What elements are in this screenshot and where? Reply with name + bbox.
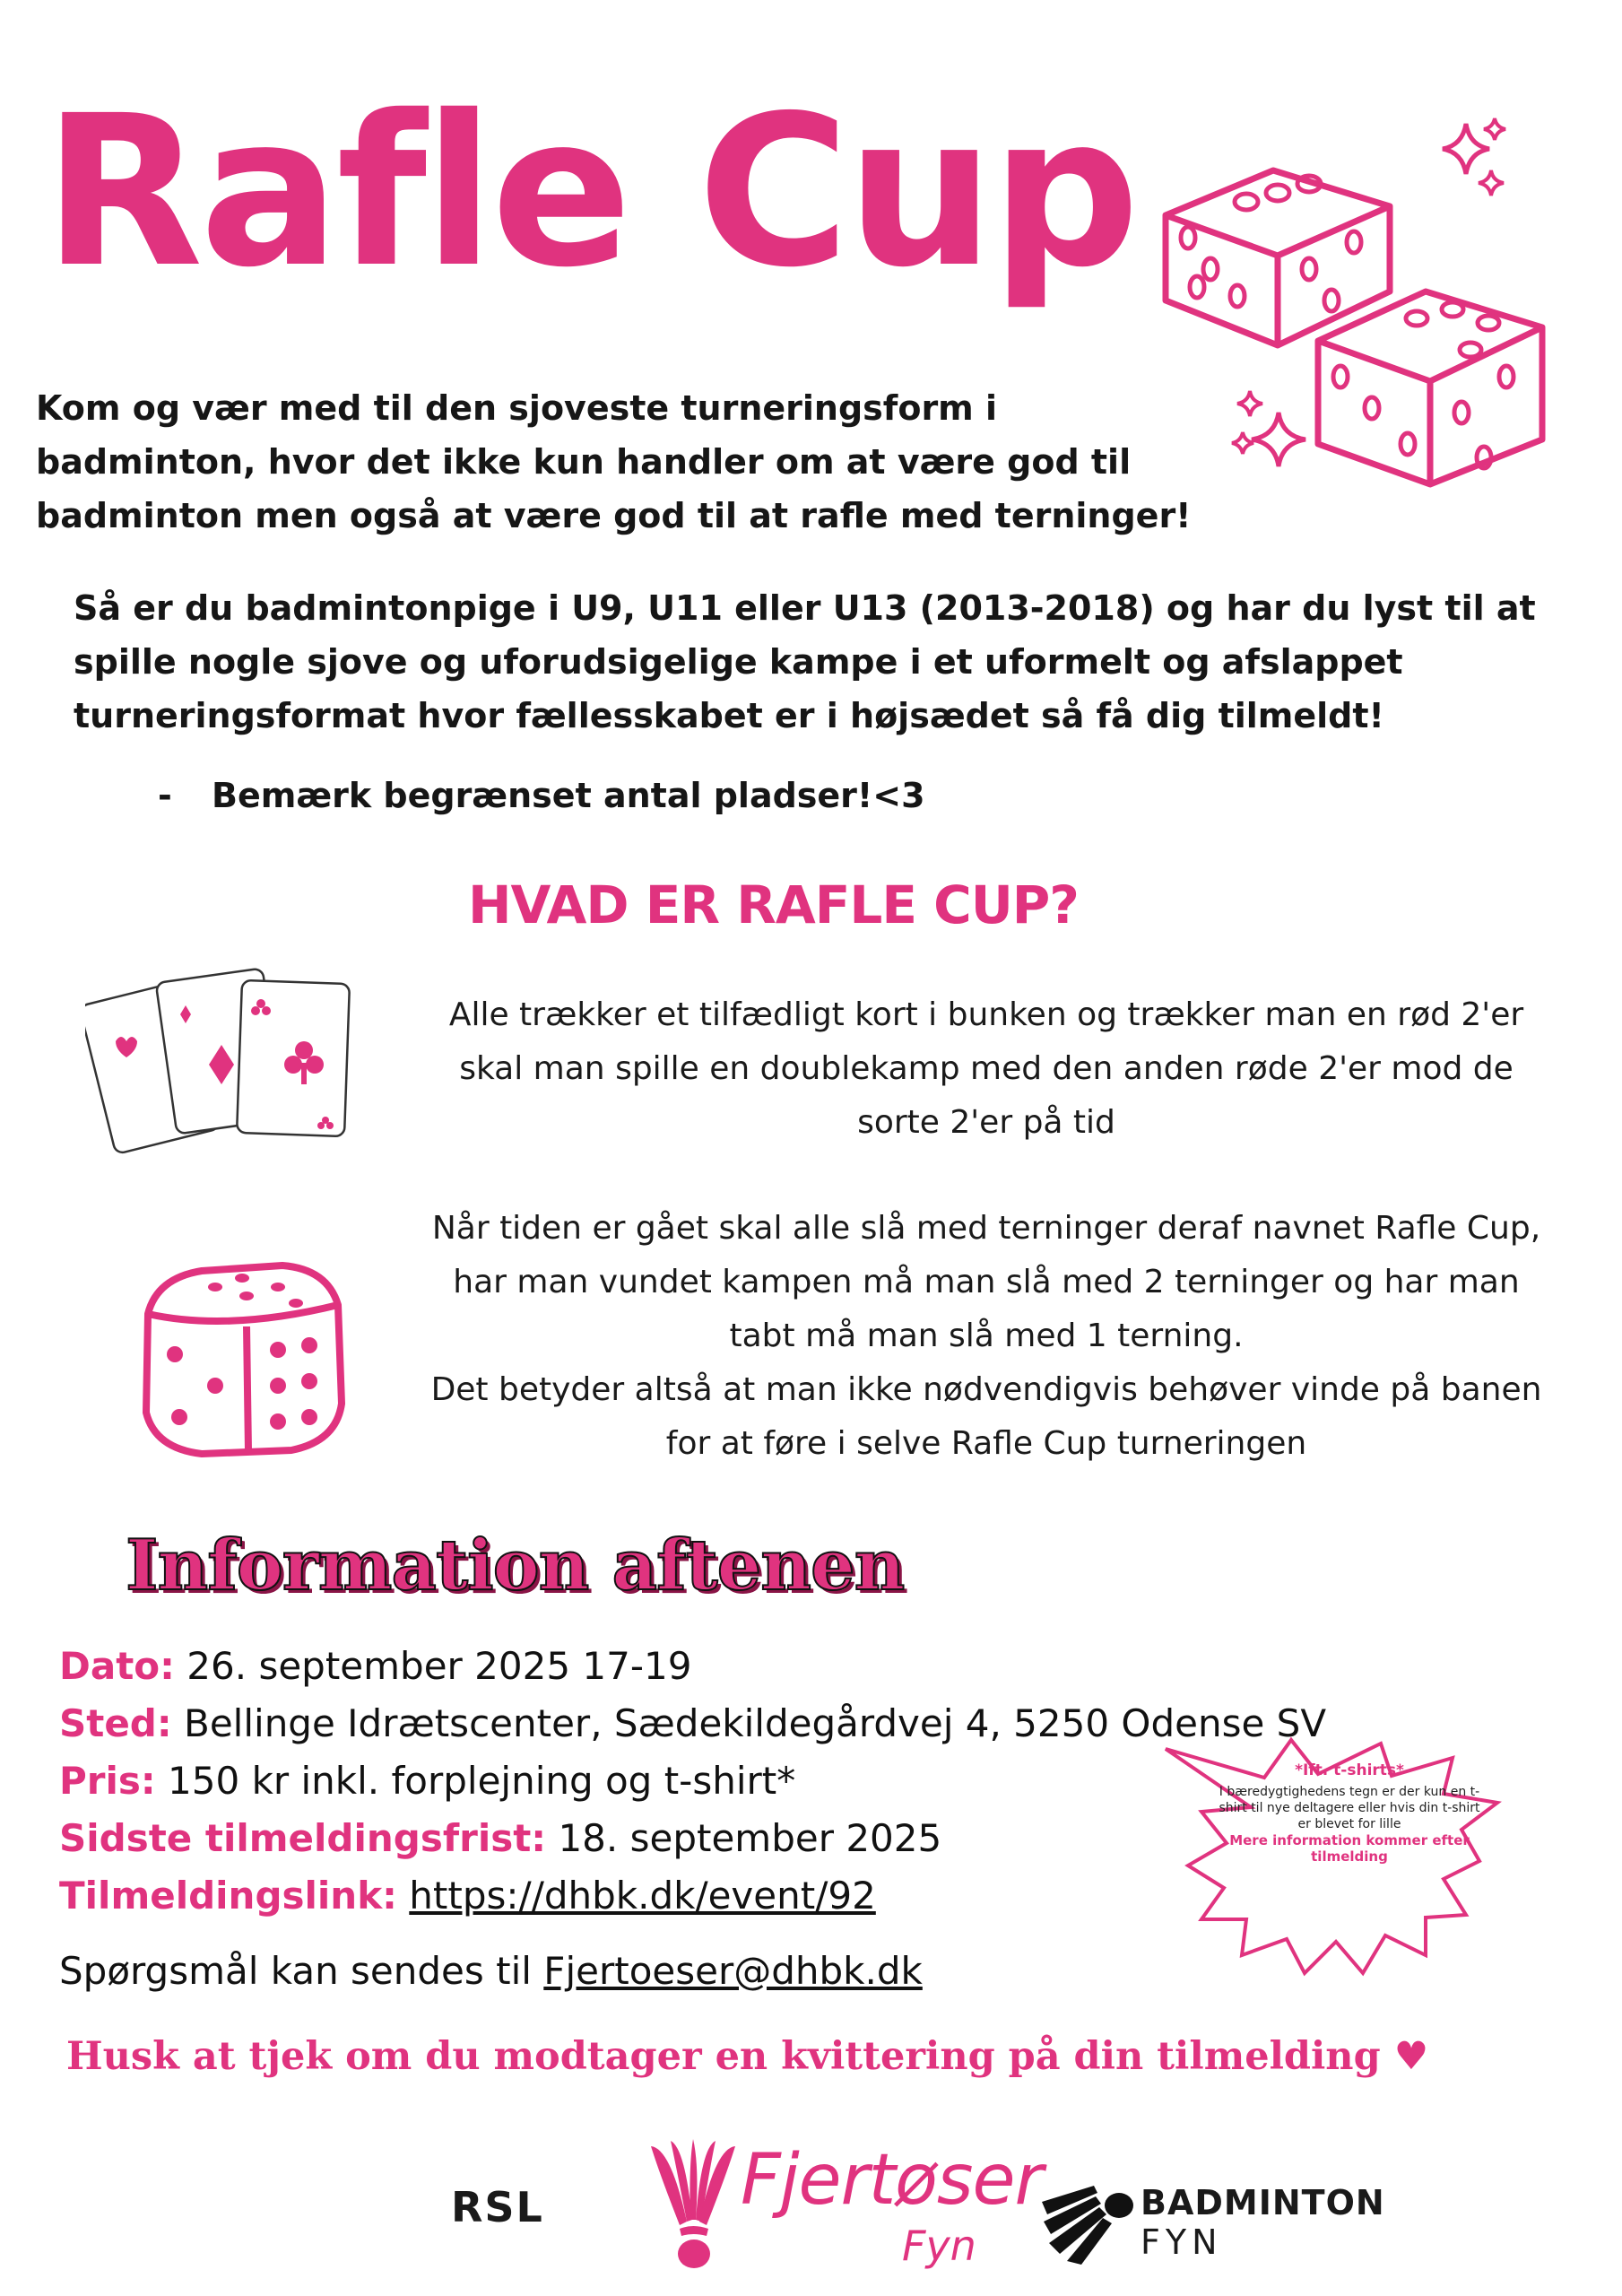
questions-text: Spørgsmål kan sendes til	[59, 1949, 532, 1993]
info-price-label: Pris:	[59, 1759, 156, 1803]
info-place-label: Sted:	[59, 1701, 172, 1745]
info-place-value: Bellinge Idrætscenter, Sædekildegårdvej 4, 5250 Odense SV	[184, 1701, 1327, 1745]
dice-pair-icon	[1148, 108, 1578, 502]
sparkle-icon	[1439, 115, 1511, 201]
rules-paragraph-3: Det betyder altså at man ikke nødvendigvis behøver vinde på banen for at føre i selve Rafle Cup turneringen	[430, 1371, 1542, 1462]
logo-rsl: RSL	[451, 2183, 544, 2231]
shuttlecock-logo-icon	[1040, 2175, 1139, 2265]
info-place	[59, 1695, 1326, 1752]
intro-text: Kom og vær med til den sjoveste turneringsform i badminton, hvor det ikke kun handler om at være god til badminton men også at være god til at rafle med terninger!	[36, 388, 1192, 535]
playing-cards-icon	[85, 964, 390, 1170]
limited-spots-note	[158, 769, 925, 822]
rules-paragraph-2: Når tiden er gået skal alle slå med terninger deraf navnet Rafle Cup, har man vundet kampen må man slå med 2 terninger og har man tabt må man slå med 1 terning.	[431, 1210, 1541, 1354]
tshirt-note-body: I bæredygtighedens tegn er der kun en t-shirt til nye deltagere eller hvis din t-shirt er blevet for lille	[1219, 1785, 1480, 1831]
note-dash: -	[158, 776, 172, 815]
section-heading-what: HVAD ER RAFLE CUP?	[468, 874, 1079, 935]
registration-link[interactable]: https://dhbk.dk/event/92	[409, 1874, 876, 1918]
info-price	[59, 1752, 795, 1810]
info-price-value: 150 kr inkl. forplejning og t-shirt*	[168, 1759, 796, 1803]
note-text: Bemærk begrænset antal pladser!<3	[212, 776, 925, 815]
shuttlecock-logo-icon	[644, 2139, 742, 2274]
info-deadline-label: Sidste tilmeldingsfrist:	[59, 1816, 547, 1860]
section-heading-info: Information aftenen	[126, 1525, 905, 1606]
info-registration-label: Tilmeldingslink:	[59, 1874, 397, 1918]
die-icon	[130, 1251, 354, 1466]
logo-badminton-fyn-line2: FYN	[1141, 2222, 1223, 2262]
eligibility-text: Så er du badmintonpige i U9, U11 eller U13 (2013-2018) og har du lyst til at spille nogle sjove og uforudsigelige kampe i et uformelt og afslappet turneringsformat hvor fællesskabet er i højsædet så få dig tilmeldt!	[74, 588, 1536, 735]
info-deadline-value: 18. september 2025	[558, 1816, 942, 1860]
info-date-value: 26. september 2025 17-19	[186, 1644, 692, 1688]
tshirt-note	[1215, 1762, 1484, 1865]
info-date	[59, 1638, 691, 1695]
tshirt-note-more: Mere information kommer efter tilmelding	[1229, 1832, 1470, 1865]
contact-email-link[interactable]: Fjertoeser@dhbk.dk	[543, 1949, 923, 1993]
receipt-reminder: Husk at tjek om du modtager en kvittering på din tilmelding ♥	[66, 2034, 1429, 2079]
logo-fjertoeser: Fjertøser	[741, 2140, 1043, 2221]
logo-badminton-fyn-line1: BADMINTON	[1141, 2183, 1385, 2222]
logo-fjertoeser-sub: Fyn	[902, 2222, 976, 2270]
info-questions	[59, 1943, 923, 2000]
info-deadline	[59, 1810, 941, 1867]
tshirt-note-title: *Ift. t-shirts*	[1295, 1761, 1404, 1779]
rules-paragraph-1: Alle trækker et tilfædligt kort i bunken og trækker man en rød 2'er skal man spille en doublekamp med den anden røde 2'er mod de sorte 2'er på tid	[448, 996, 1524, 1141]
info-date-label: Dato:	[59, 1644, 175, 1688]
info-registration	[59, 1867, 876, 1925]
sparkle-icon	[1227, 386, 1316, 475]
page-title: Rafle Cup	[43, 71, 1137, 313]
